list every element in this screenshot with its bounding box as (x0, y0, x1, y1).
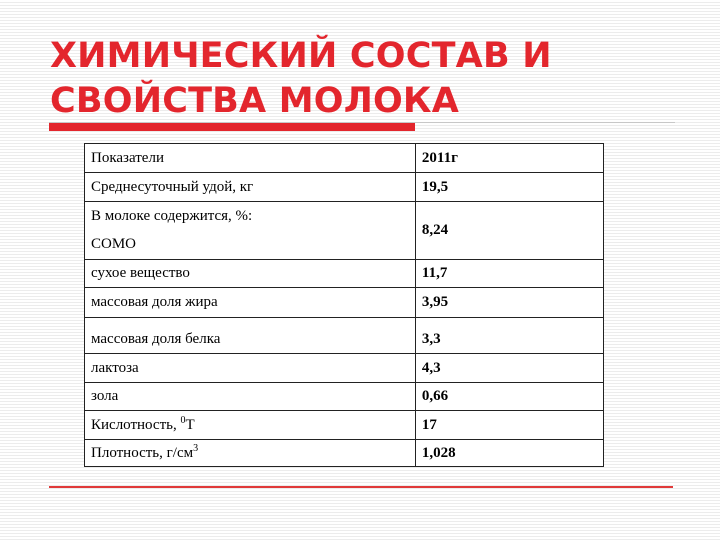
yield-label: Среднесуточный удой, кг (85, 173, 416, 202)
contains-label: В молоке содержится, %: (91, 208, 253, 224)
density-value: 1,028 (415, 440, 603, 467)
table-row-lactose (85, 354, 604, 383)
somo-label-cell (85, 202, 416, 260)
ash-label: зола (85, 383, 416, 411)
ash-value: 0,66 (415, 383, 603, 411)
protein-label: массовая доля белка (85, 318, 416, 354)
acidity-label-main: Кислотность, (91, 416, 181, 433)
acidity-label (85, 411, 416, 440)
somo-label: СОМО (91, 236, 137, 252)
table-row-fat (85, 288, 604, 318)
fat-value: 3,95 (415, 288, 603, 318)
acidity-value: 17 (415, 411, 603, 440)
density-label (85, 440, 416, 467)
lactose-value: 4,3 (415, 354, 603, 383)
table-row-density (85, 440, 604, 467)
density-unit-sup: 3 (193, 442, 199, 454)
table-row-protein (85, 318, 604, 354)
header-label-cell: Показатели (85, 144, 416, 173)
density-label-main: Плотность, г/см (91, 444, 194, 461)
table-row-somo (85, 202, 604, 260)
milk-composition-table (84, 143, 604, 467)
slide-title-line-2: СВОЙСТВА МОЛОКА (50, 81, 460, 121)
table-row-ash (85, 383, 604, 411)
lactose-label: лактоза (85, 354, 416, 383)
yield-value: 19,5 (415, 173, 603, 202)
table-row-yield (85, 173, 604, 202)
header-value-cell: 2011г (415, 144, 603, 173)
bottom-divider (49, 486, 673, 488)
slide-title-line-1: ХИМИЧЕСКИЙ СОСТАВ И (50, 36, 552, 76)
title-accent-bar (49, 123, 415, 131)
acidity-degree-sup: 0 (180, 414, 186, 426)
table-row-acidity (85, 411, 604, 440)
fat-label: массовая доля жира (85, 288, 416, 318)
acidity-label-unit: Т (185, 416, 195, 433)
dry-matter-value: 11,7 (415, 260, 603, 288)
slide-title (50, 34, 670, 124)
table-row-dry-matter (85, 260, 604, 288)
somo-value: 8,24 (415, 202, 603, 260)
dry-matter-label: сухое вещество (85, 260, 416, 288)
table-header-row (85, 144, 604, 173)
protein-value: 3,3 (415, 318, 603, 354)
